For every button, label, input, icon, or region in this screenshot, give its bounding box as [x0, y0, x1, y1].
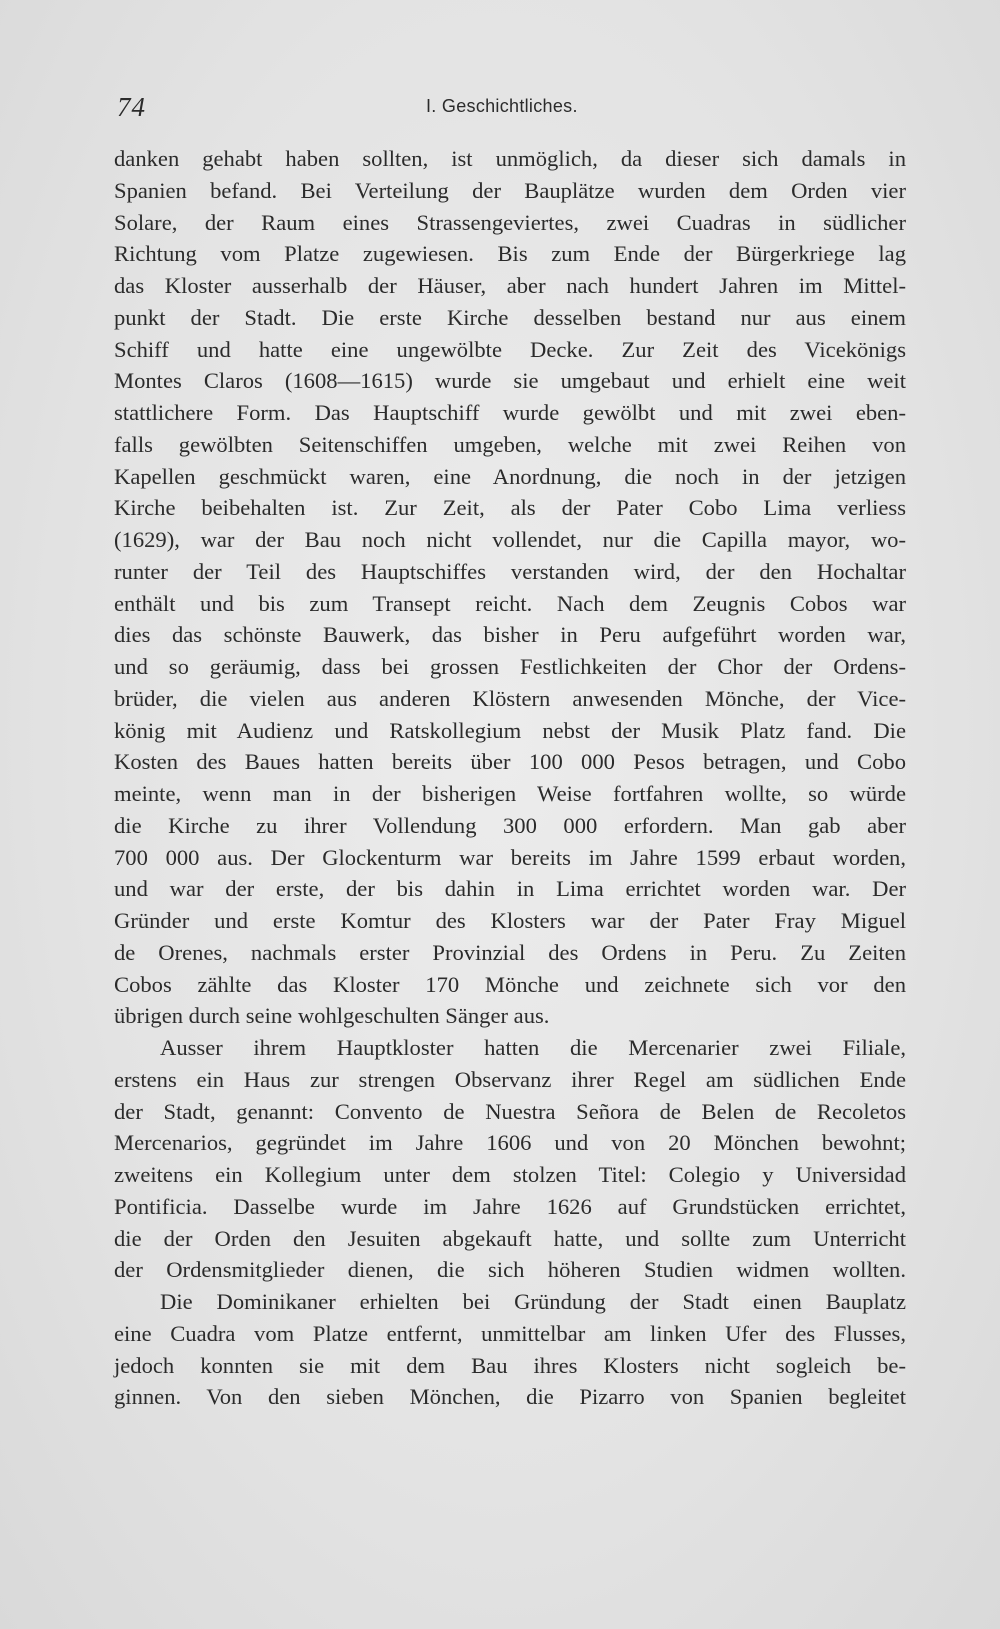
paragraph-first-line: Die Dominikaner erhielten bei Gründung der Stadt einen Bauplatz: [160, 1289, 906, 1314]
text-line: könig mit Audienz und Ratskollegium nebst der Musik Platz fand. Die: [114, 717, 906, 743]
text-line: runter der Teil des Hauptschiffes verstanden wird, der den Hochaltar: [114, 558, 906, 584]
text-line: Pontificia. Dasselbe wurde im Jahre 1626 auf Grundstücken errichtet,: [114, 1193, 906, 1219]
text-line: Gründer und erste Komtur des Klosters war der Pater Fray Miguel: [114, 908, 906, 933]
text-line: zweitens ein Kollegium unter dem stolzen Titel: Colegio y Universidad: [114, 1162, 906, 1187]
text-line: de Orenes, nachmals erster Provinzial des Ordens in Peru. Zu Zeiten: [114, 939, 906, 965]
text-line: Richtung vom Platze zugewiesen. Bis zum Ende der Bürgerkriege lag: [114, 241, 906, 267]
text-line: enthält und bis zum Transept reicht. Nach dem Zeugnis Cobos war: [114, 590, 906, 616]
body-text: [114, 143, 906, 1413]
text-line: jedoch konnten sie mit dem Bau ihres Klosters nicht sogleich be-: [114, 1352, 906, 1378]
text-line: (1629), war der Bau noch nicht vollendet, nur die Capilla mayor, wo-: [114, 527, 906, 552]
text-line: brüder, die vielen aus anderen Klöstern anwesenden Mönche, der Vice-: [114, 685, 906, 711]
text-line: das Kloster ausserhalb der Häuser, aber nach hundert Jahren im Mittel-: [114, 273, 906, 298]
paragraph-first-line: Ausser ihrem Hauptkloster hatten die Mercenarier zwei Filiale,: [160, 1035, 906, 1060]
text-line: Kosten des Baues hatten bereits über 100 000 Pesos betragen, und Cobo: [114, 749, 906, 775]
text-line: punkt der Stadt. Die erste Kirche desselben bestand nur aus einem: [114, 304, 906, 330]
text-line: der Stadt, genannt: Convento de Nuestra Señora de Belen de Recoletos: [114, 1098, 906, 1124]
text-line: 700 000 aus. Der Glockenturm war bereits im Jahre 1599 erbaut worden,: [114, 844, 906, 870]
text-line: Mercenarios, gegründet im Jahre 1606 und von 20 Mönchen bewohnt;: [114, 1130, 906, 1156]
text-line: danken gehabt haben sollten, ist unmöglich, da dieser sich damals in: [114, 146, 906, 171]
chapter-heading: I. Geschichtliches.: [426, 96, 578, 116]
text-line: dies das schönste Bauwerk, das bisher in Peru aufgeführt worden war,: [114, 622, 906, 648]
text-line: die Kirche zu ihrer Vollendung 300 000 erfordern. Man gab aber: [114, 812, 906, 838]
text-line: Cobos zählte das Kloster 170 Mönche und zeichnete sich vor den: [114, 971, 906, 997]
text-line: Montes Claros (1608—1615) wurde sie umgebaut und erhielt eine weit: [114, 368, 906, 394]
paragraph-last-line: übrigen durch seine wohlgeschulten Sänger aus.: [114, 1003, 550, 1029]
text-line: meinte, wenn man in der bisherigen Weise fortfahren wollte, so würde: [114, 781, 906, 806]
text-line: Schiff und hatte eine ungewölbte Decke. Zur Zeit des Vicekönigs: [114, 336, 906, 362]
text-line: falls gewölbten Seitenschiffen umgeben, welche mit zwei Reihen von: [114, 431, 906, 457]
text-line: eine Cuadra vom Platze entfernt, unmittelbar am linken Ufer des Flusses,: [114, 1320, 906, 1346]
text-line: die der Orden den Jesuiten abgekauft hatte, und sollte zum Unterricht: [114, 1225, 906, 1251]
text-line: und war der erste, der bis dahin in Lima errichtet worden war. Der: [114, 876, 906, 902]
running-head: [117, 92, 907, 132]
paragraph-last-line: der Ordensmitglieder dienen, die sich höheren Studien widmen wollten.: [114, 1257, 906, 1283]
page-number: 74: [117, 92, 146, 122]
text-line: Kapellen geschmückt waren, eine Anordnung, die noch in der jetzigen: [114, 463, 906, 489]
text-line: Spanien befand. Bei Verteilung der Bauplätze wurden dem Orden vier: [114, 177, 906, 203]
text-line: und so geräumig, dass bei grossen Festlichkeiten der Chor der Ordens-: [114, 654, 906, 679]
text-line: stattlichere Form. Das Hauptschiff wurde gewölbt und mit zwei eben-: [114, 400, 906, 425]
text-line: Solare, der Raum eines Strassengeviertes, zwei Cuadras in südlicher: [114, 209, 906, 235]
text-line: ginnen. Von den sieben Mönchen, die Pizarro von Spanien begleitet: [114, 1384, 906, 1410]
text-line: Kirche beibehalten ist. Zur Zeit, als der Pater Cobo Lima verliess: [114, 495, 906, 521]
text-line: erstens ein Haus zur strengen Observanz ihrer Regel am südlichen Ende: [114, 1066, 906, 1092]
